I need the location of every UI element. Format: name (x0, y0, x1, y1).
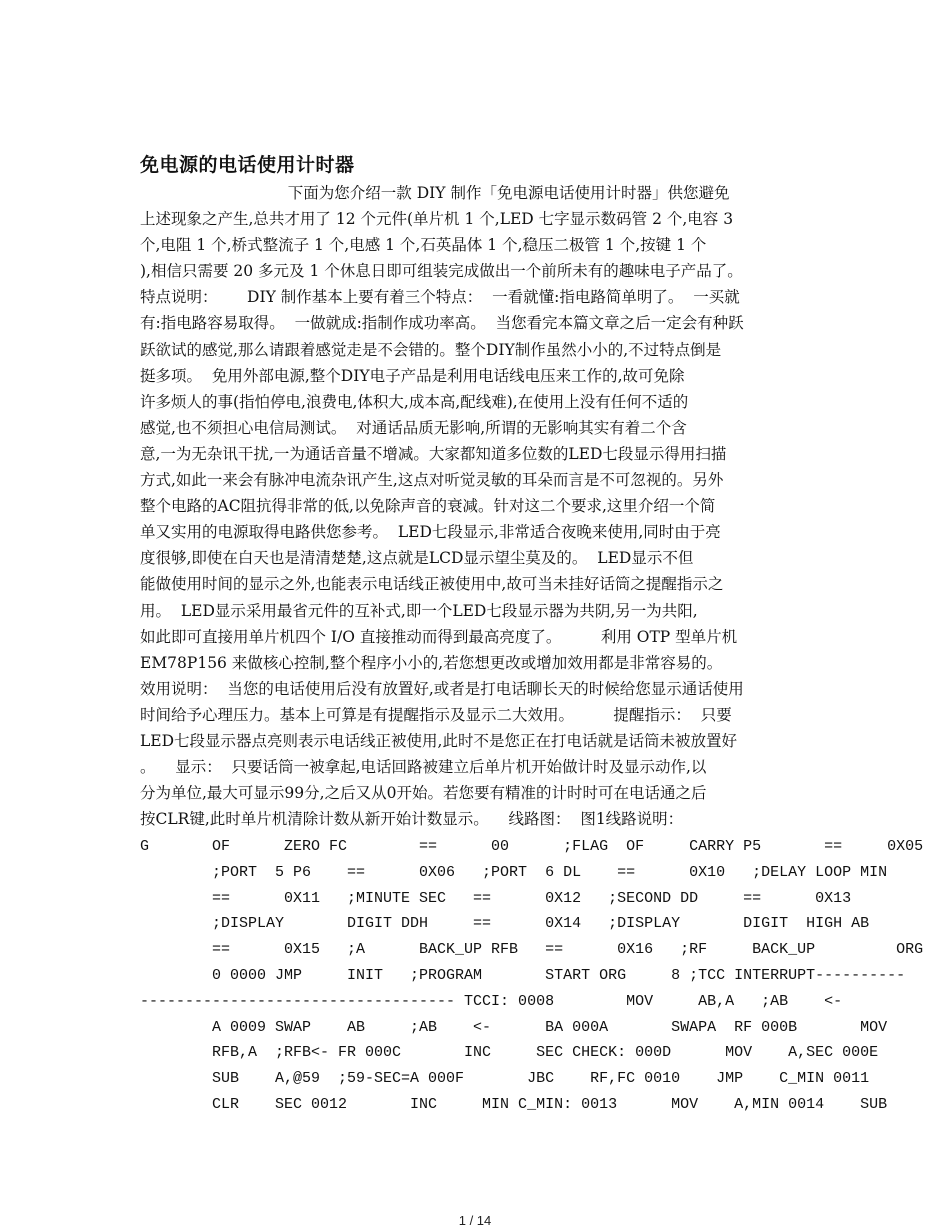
body-line: 跃欲试的感觉,那么请跟着感觉走是不会错的。整个DIY制作虽然小小的,不过特点倒是 (140, 340, 722, 359)
code-line: ;PORT 5 P6 == 0X06 ;PORT 6 DL == 0X10 ;DELAY LOOP MIN (140, 863, 888, 881)
body-line: 按CLR键,此时单片机清除计数从新开始计数显示。 线路图： 图1线路说明： (140, 810, 684, 829)
body-line: 用。 LED显示采用最省元件的互补式,即一个LED七段显示器为共阴,另一为共阳, (140, 601, 698, 620)
body-line: LED七段显示器点亮则表示电话线正被使用,此时不是您正在打电话就是话筒未被放置好 (140, 731, 737, 750)
body-line: ),相信只需要 20 多元及 1 个休息日即可组装完成做出一个前所未有的趣味电子产品了。 (140, 262, 743, 281)
body-line: 上述现象之产生,总共才用了 12 个元件(单片机 1 个,LED 七字显示数码管 2 个,电容 3 (140, 210, 734, 229)
body-line: 单又实用的电源取得电路供您参考。 LED七段显示,非常适合夜晚来使用,同时由于亮 (140, 523, 721, 542)
code-listing (140, 834, 924, 1118)
document-title: 免电源的电话使用计时器 (140, 154, 355, 176)
body-line: 度很够,即使在白天也是清清楚楚,这点就是LCD显示望尘莫及的。 LED显示不但 (140, 549, 694, 568)
body-line: 时间给予心理压力。基本上可算是有提醒指示及显示二大效用。 提醒指示： 只要 (140, 705, 732, 724)
code-line: ;DISPLAY DIGIT DDH == 0X14 ;DISPLAY DIGIT HIGH AB (140, 915, 870, 933)
body-line: 个,电阻 1 个,桥式整流子 1 个,电感 1 个,石英晶体 1 个,稳压二极管 1 个,按键 1 个 (140, 236, 707, 255)
code-line: ----------------------------------- TCCI: 0008 MOV AB,A ;AB <- (140, 992, 843, 1010)
body-line: 能做使用时间的显示之外,也能表示电话线正被使用中,故可当未挂好话筒之提醒指示之 (140, 575, 724, 594)
code-line: CLR SEC 0012 INC MIN C_MIN: 0013 MOV A,MIN 0014 SUB (140, 1095, 888, 1113)
body-line: 。 显示： 只要话筒一被拿起,电话回路被建立后单片机开始做计时及显示动作,以 (140, 758, 707, 777)
body-line: 意,一为无杂讯干扰,一为通话音量不增减。大家都知道多位数的LED七段显示得用扫描 (140, 444, 727, 463)
body-line: 许多烦人的事(指怕停电,浪费电,体积大,成本高,配线难),在使用上没有任何不适的 (140, 392, 689, 411)
body-line: 挺多项。 免用外部电源,整个DIY电子产品是利用电话线电压来工作的,故可免除 (140, 366, 685, 385)
body-line: 方式,如此一来会有脉冲电流杂讯产生,这点对听觉灵敏的耳朵而言是不可忽视的。另外 (140, 471, 724, 490)
code-line: RFB,A ;RFB<- FR 000C INC SEC CHECK: 000D MOV A,SEC 000E (140, 1044, 879, 1062)
code-line: 0 0000 JMP INIT ;PROGRAM START ORG 8 ;TCC INTERRUPT---------- (140, 966, 906, 984)
body-line: 如此即可直接用单片机四个 I/O 直接推动而得到最高亮度了。 利用 OTP 型单片机 (140, 627, 738, 646)
body-line: 整个电路的AC阻抗得非常的低,以免除声音的衰减。针对这二个要求,这里介绍一个简 (140, 497, 716, 516)
body-line: EM78P156 来做核心控制,整个程序小小的,若您想更改或增加效用都是非常容易的。 (140, 653, 723, 672)
page-number: 1 / 14 (458, 1213, 492, 1228)
body-line: 有:指电路容易取得。 一做就成:指制作成功率高。 当您看完本篇文章之后一定会有种跃 (140, 314, 744, 333)
code-line: SUB A,@59 ;59-SEC=A 000F JBC RF,FC 0010 JMP C_MIN 0011 (140, 1070, 870, 1088)
code-line: A 0009 SWAP AB ;AB <- BA 000A SWAPA RF 000B MOV (140, 1018, 888, 1036)
body-line: 感觉,也不须担心电信局测试。 对通话品质无影响,所谓的无影响其实有着二个含 (140, 418, 687, 437)
body-line: 效用说明： 当您的电话使用后没有放置好,或者是打电话聊长天的时候给您显示通话使用 (140, 679, 744, 698)
body-text (140, 180, 820, 832)
body-line: 下面为您介绍一款 DIY 制作「免电源电话使用计时器」供您避免 (140, 184, 730, 202)
body-line: 特点说明： DIY 制作基本上要有着三个特点： 一看就懂:指电路简单明了。 一买就 (140, 288, 740, 307)
code-line: G OF ZERO FC == 00 ;FLAG OF CARRY P5 == 0X05 (140, 838, 924, 855)
body-line: 分为单位,最大可显示99分,之后又从0开始。若您要有精准的计时时可在电话通之后 (140, 784, 707, 803)
code-line: == 0X11 ;MINUTE SEC == 0X12 ;SECOND DD == 0X13 (140, 889, 852, 907)
code-line: == 0X15 ;A BACK_UP RFB == 0X16 ;RF BACK_UP ORG (140, 941, 924, 959)
